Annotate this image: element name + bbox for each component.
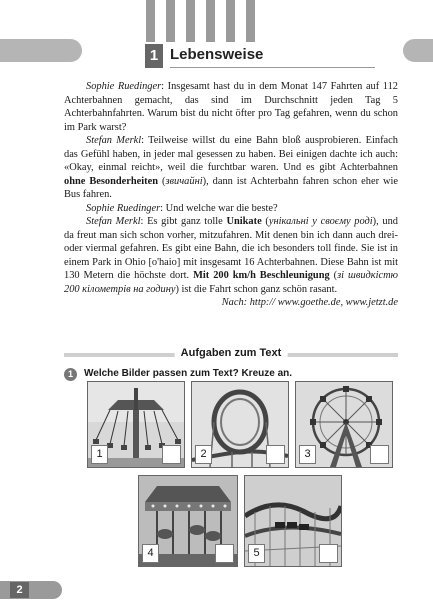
section-heading-label: Aufgaben zum Text: [175, 347, 288, 359]
paragraph-2: Stefan Merkl: Teilweise willst du eine Bahn bloß ausprobieren. Einfach das Gefühl haben, in jeder mal gesessen zu haben. Bei einigen dachte ich auch: «Okay, einmal reicht», weil die furchtbar waren. Und es gibt Achterbahnen ohne Besonderheiten (звичайні), dann ist Achterbahn fahren schon eher wie Bus fahren.: [64, 135, 399, 200]
source-note: Nach: http:// www.goethe.de, www.jetzt.de: [221, 297, 398, 308]
section-heading: [64, 347, 398, 363]
photo-checkbox[interactable]: [266, 445, 285, 464]
paragraph-4: Stefan Merkl: Es gibt ganz tolle Unikate (унікальні у своєму роді), und da freut man sich schon vorher, mitzufahren. Mit denen bin ich dann auch drei- oder viermal gefahren. Es gibt eine Bahn, die ich besonders toll finde. Sie ist in einem Park in Ohio [o'haio] mit insgesamt 16 Achterbahnen. Diese Bahn ist mit 130 Metern die höchste dort. Mit 200 km/h Beschleunigung (зі швидкістю 200 кілометрів на годину) ist die Fahrt schon ganz schön rasant.: [64, 216, 398, 295]
page-number: 2: [10, 582, 29, 598]
wooden-roller-coaster-photo: [244, 475, 342, 567]
task-instruction: Welche Bilder passen zum Text? Kreuze an.: [84, 368, 293, 379]
photo-checkbox[interactable]: [215, 544, 234, 563]
task-1: [64, 368, 404, 382]
photo-number: 5: [248, 544, 265, 563]
header-tab-right: [403, 39, 433, 62]
carousel-photo: [138, 475, 238, 567]
photo-checkbox[interactable]: [319, 544, 338, 563]
chapter-title: Lebensweise: [170, 46, 264, 63]
photo-checkbox[interactable]: [162, 445, 181, 464]
chain-swing-carousel-photo: [87, 381, 185, 468]
paragraph-1: Sophie Ruedinger: Insgesamt hast du in dem Monat 147 Fahrten auf 112 Achterbahnen gemacht, das sind im Durchschnitt jeden Tag 5 Achterbahnfahrten. Warum bist du nicht öfter pro Tag gefahren, wenn du schon im Park warst?: [64, 81, 398, 133]
ferris-wheel-photo: [295, 381, 393, 468]
photo-number: 1: [91, 445, 108, 464]
photo-number: 2: [195, 445, 212, 464]
photo-number: 3: [299, 445, 316, 464]
header-tab-left: [0, 39, 82, 62]
chapter-title-rule: [170, 67, 375, 68]
roller-coaster-loop-photo: [191, 381, 289, 468]
interview-text: [64, 80, 398, 310]
chapter-number-badge: 1: [145, 44, 163, 68]
photo-number: 4: [142, 544, 159, 563]
photo-checkbox[interactable]: [370, 445, 389, 464]
paragraph-3: Sophie Ruedinger: Und welche war die beste?: [86, 202, 278, 214]
task-number-badge: 1: [64, 368, 77, 381]
